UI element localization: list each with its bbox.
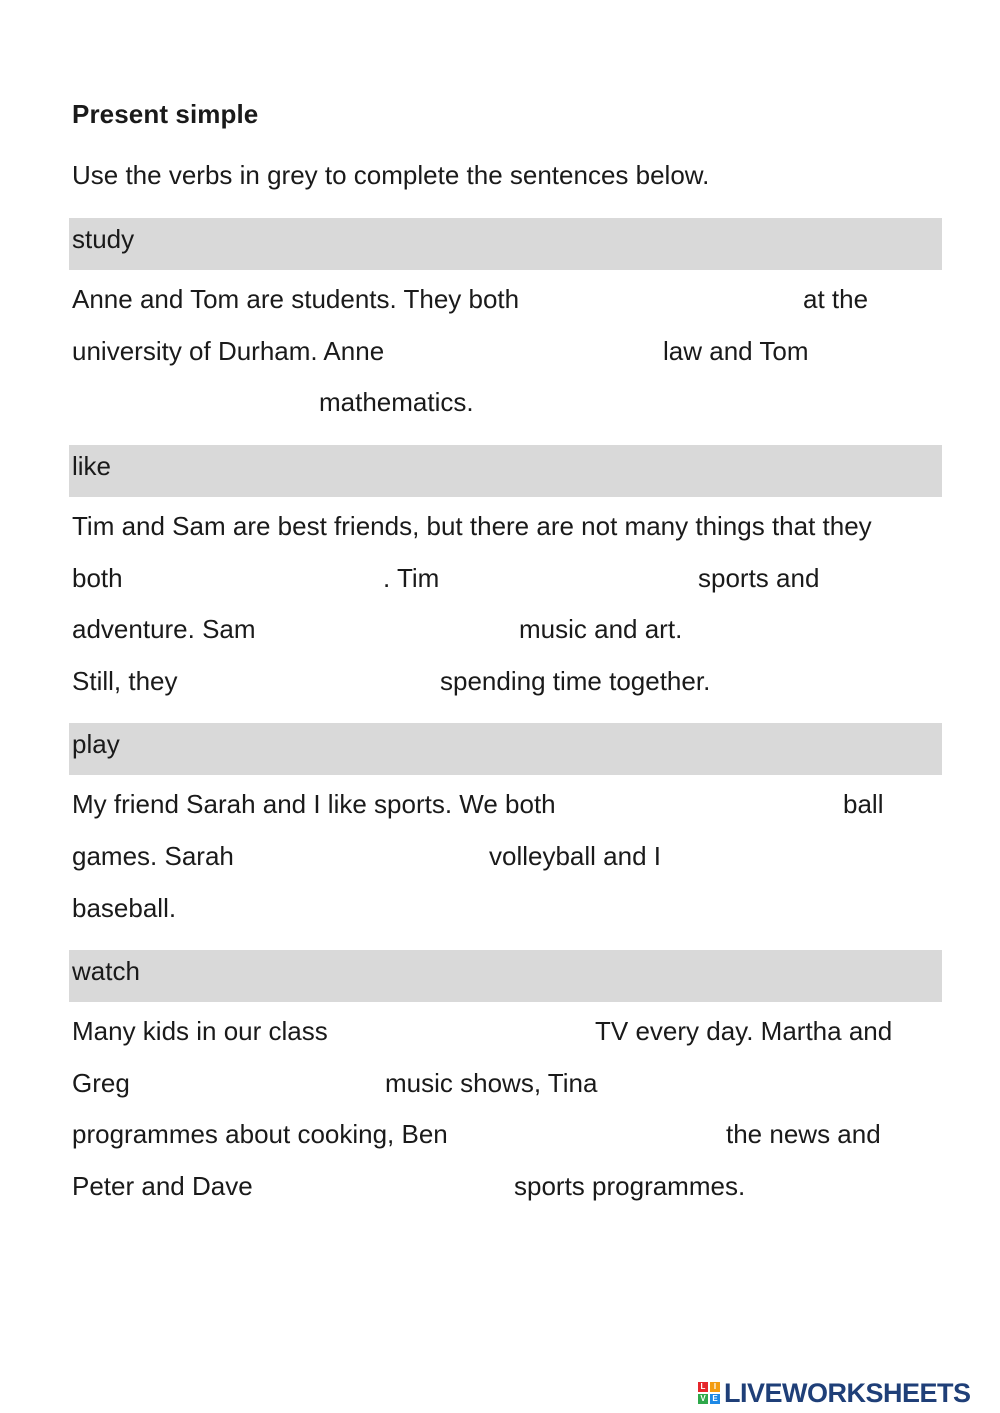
sentence-text: Tim and Sam are best friends, but there are not many things that they — [72, 511, 872, 541]
answer-blank[interactable] — [618, 1068, 918, 1098]
sentence-text: volleyball and I — [489, 841, 661, 871]
sentence-text: My friend Sarah and I like sports. We both — [72, 789, 556, 819]
sentence-text: both — [72, 563, 123, 593]
answer-blank[interactable] — [352, 1016, 584, 1046]
verb-bar-study — [69, 218, 942, 270]
answer-blank[interactable] — [270, 1171, 502, 1201]
answer-blank[interactable] — [600, 789, 830, 819]
sentence-text: . Tim — [383, 563, 440, 593]
sentence-text: music and art. — [519, 614, 683, 644]
sentence-text: music shows, Tina — [385, 1068, 598, 1098]
liveworksheets-logo[interactable] — [698, 1378, 971, 1408]
answer-blank[interactable] — [72, 387, 308, 417]
answer-blank[interactable] — [246, 841, 478, 871]
sentence-text: games. Sarah — [72, 841, 234, 871]
sentence-text: university of Durham. Anne — [72, 336, 385, 366]
sentence-text: sports programmes. — [514, 1171, 746, 1201]
logo-mark-letter: I — [710, 1382, 720, 1392]
page-title: Present simple — [72, 99, 259, 129]
verb-bar-like — [69, 445, 942, 497]
sentence-text: at the — [803, 284, 869, 314]
sentence-text: ball — [843, 789, 884, 819]
answer-blank[interactable] — [196, 666, 428, 696]
logo-mark-letter: E — [710, 1394, 720, 1404]
sentence-text: Many kids in our class — [72, 1016, 328, 1046]
answer-blank[interactable] — [455, 563, 687, 593]
sentence-text: TV every day. Martha and — [595, 1016, 893, 1046]
verb-bar-watch — [69, 950, 942, 1002]
logo-mark-letter: L — [698, 1382, 708, 1392]
answer-blank[interactable] — [420, 336, 650, 366]
answer-blank[interactable] — [560, 284, 790, 314]
sentence-text: Peter and Dave — [72, 1171, 253, 1201]
verb-label: like — [72, 451, 112, 481]
sentence-text: baseball. — [72, 893, 177, 923]
logo-text: LIVEWORKSHEETS — [724, 1377, 971, 1408]
answer-blank[interactable] — [482, 1119, 714, 1149]
answer-blank[interactable] — [140, 563, 376, 593]
sentence-text: Anne and Tom are students. They both — [72, 284, 520, 314]
answer-blank[interactable] — [142, 1068, 374, 1098]
sentence-text: the news and — [726, 1119, 881, 1149]
sentence-text: Still, they — [72, 666, 178, 696]
sentence-text: law and Tom — [663, 336, 809, 366]
sentence-text: mathematics. — [319, 387, 474, 417]
liveworksheets-logo-icon — [698, 1382, 720, 1404]
verb-label: study — [72, 224, 135, 254]
sentence-text: Greg — [72, 1068, 130, 1098]
verb-label: play — [72, 729, 120, 759]
verb-bar-play — [69, 723, 942, 775]
instructions-text: Use the verbs in grey to complete the sentences below. — [72, 160, 710, 190]
sentence-text: programmes about cooking, Ben — [72, 1119, 448, 1149]
answer-blank[interactable] — [276, 614, 508, 644]
sentence-text: spending time together. — [440, 666, 711, 696]
answer-blank[interactable] — [684, 841, 924, 871]
sentence-text: sports and — [698, 563, 820, 593]
logo-mark-letter: V — [698, 1394, 708, 1404]
verb-label: watch — [72, 956, 140, 986]
sentence-text: adventure. Sam — [72, 614, 256, 644]
